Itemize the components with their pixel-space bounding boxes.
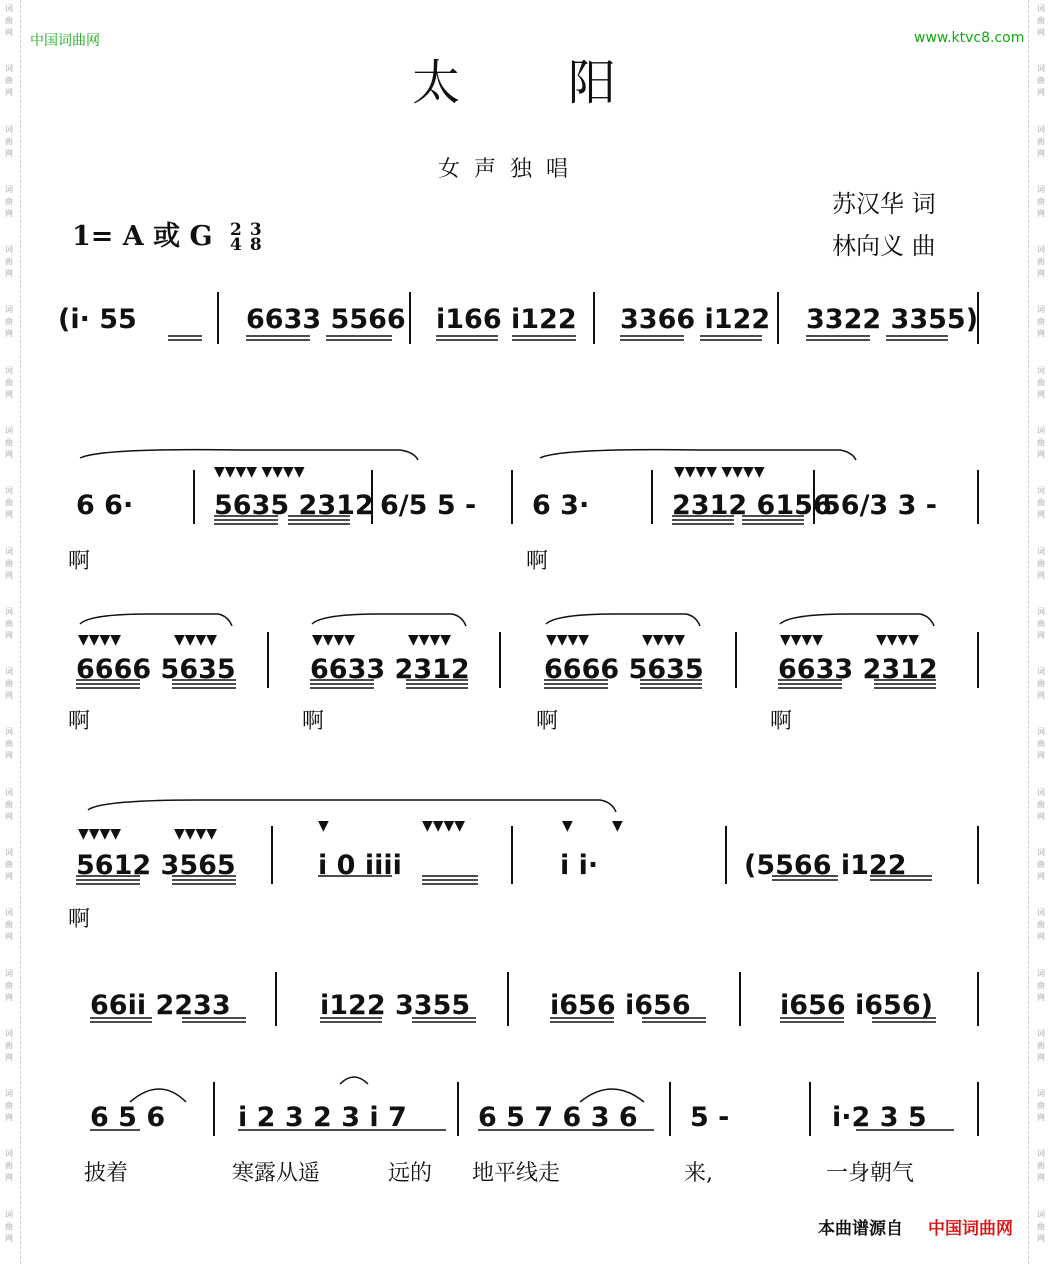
measure-4-3: i i· (560, 850, 599, 881)
watermark-char: 网 (1037, 1113, 1045, 1123)
song-subtitle: 女声独唱 (438, 157, 583, 182)
watermark-char: 网 (1037, 1173, 1045, 1183)
time-signature-3-8 (249, 219, 262, 255)
watermark-char: 网 (1037, 691, 1045, 701)
watermark-char: 网 (1037, 449, 1045, 459)
measure-1-4: 3366 i122 (620, 304, 771, 335)
lyric-3-3: 啊 (536, 709, 559, 734)
watermark-gap (8, 583, 11, 605)
score-line-3 (0, 604, 1050, 740)
lyric-6-5: 来, (684, 1161, 713, 1186)
watermark-char: 曲 (5, 317, 13, 327)
watermark-char: 网 (5, 389, 13, 399)
watermark-char: 网 (1037, 329, 1045, 339)
watermark-char: 网 (5, 148, 13, 158)
watermark-char: 曲 (1037, 679, 1045, 689)
measure-4-1: 5612 3565 (76, 850, 236, 881)
watermark-char: 词 (5, 968, 13, 978)
watermark-char: 曲 (1037, 16, 1045, 25)
svg-text:▼▼▼▼: ▼▼▼▼ (546, 632, 590, 648)
watermark-char: 曲 (5, 76, 13, 86)
lyric-4-1: 啊 (68, 907, 91, 932)
watermark-char: 曲 (1037, 980, 1045, 990)
watermark-char: 词 (1037, 968, 1045, 978)
watermark-char: 曲 (5, 377, 13, 387)
lyric-3-2: 啊 (302, 709, 325, 734)
watermark-gap (8, 100, 11, 122)
watermark-char: 曲 (1037, 859, 1045, 869)
watermark-char: 网 (5, 811, 13, 821)
score-line-5-svg (0, 964, 1050, 1044)
watermark-char: 网 (5, 992, 13, 1002)
watermark-char: 网 (5, 329, 13, 339)
lyric-3-4: 啊 (770, 709, 793, 734)
watermark-char: 曲 (1037, 1161, 1045, 1171)
watermark-char: 曲 (5, 257, 13, 267)
watermark-char: 词 (1037, 425, 1045, 435)
watermark-char: 网 (1037, 510, 1045, 520)
key-signature-text: 1= A 或 G (72, 221, 213, 252)
svg-text:▼▼▼▼ ▼▼▼▼: ▼▼▼▼ ▼▼▼▼ (214, 464, 305, 480)
watermark-char: 网 (1037, 148, 1045, 158)
watermark-char: 词 (1037, 124, 1045, 134)
watermark-char: 网 (1037, 811, 1045, 821)
measure-2-5: 2312 6156 (672, 490, 832, 521)
watermark-char: 网 (5, 1113, 13, 1123)
time-signature-denominator: 4 (230, 234, 242, 255)
watermark-char: 词 (5, 787, 13, 797)
watermark-char: 词 (5, 1209, 13, 1219)
measure-5-3: i656 i656 (550, 990, 691, 1021)
lyric-2-1: 啊 (68, 549, 91, 574)
watermark-char: 网 (5, 630, 13, 640)
watermark-char: 词 (1037, 847, 1045, 857)
watermark-char: 词 (5, 727, 13, 737)
watermark-char: 网 (5, 1052, 13, 1062)
site-name-link[interactable]: 中国词曲网 (30, 33, 100, 49)
source-site-link[interactable]: 中国词曲网 (928, 1219, 1013, 1239)
watermark-gap (1040, 100, 1043, 122)
svg-text:▼▼▼▼: ▼▼▼▼ (408, 632, 452, 648)
measure-5-2: i122 3355 (320, 990, 471, 1021)
watermark-gap (1040, 40, 1043, 62)
measure-2-2: 5635 2312 (214, 490, 374, 521)
score-line-1 (0, 284, 1050, 364)
watermark-char: 网 (1037, 871, 1045, 881)
watermark-char: 词 (1037, 184, 1045, 194)
watermark-char: 曲 (5, 1161, 13, 1171)
watermark-char: 词 (1037, 64, 1045, 74)
watermark-gap (8, 161, 11, 183)
watermark-char: 词 (5, 184, 13, 194)
svg-text:▼: ▼ (318, 818, 329, 834)
watermark-char: 词 (1037, 245, 1045, 255)
measure-5-4: i656 i656) (780, 990, 933, 1021)
svg-text:▼▼▼▼: ▼▼▼▼ (780, 632, 824, 648)
measure-4-2: i 0 iiii (318, 850, 402, 881)
watermark-char: 网 (5, 1173, 13, 1183)
lyric-6-1: 披着 (84, 1161, 129, 1186)
watermark-gap (8, 763, 11, 785)
watermark-char: 网 (5, 871, 13, 881)
watermark-char: 网 (5, 570, 13, 580)
watermark-char: 曲 (1037, 920, 1045, 930)
svg-text:▼▼▼▼ ▼▼▼▼: ▼▼▼▼ ▼▼▼▼ (674, 464, 765, 480)
watermark-char: 曲 (5, 679, 13, 689)
time-signature-numerator: 2 (230, 219, 242, 240)
watermark-gap (8, 402, 11, 424)
watermark-gap (1040, 1246, 1043, 1268)
watermark-char: 网 (5, 1233, 13, 1243)
measure-4-4: (5566 i122 (744, 850, 907, 881)
lyric-2-2: 啊 (526, 549, 549, 574)
watermark-char: 网 (5, 510, 13, 520)
watermark-char: 网 (5, 449, 13, 459)
score-line-4 (0, 792, 1050, 942)
key-signature (72, 214, 262, 253)
watermark-char: 曲 (5, 618, 13, 628)
lyric-6-3: 远的 (388, 1161, 433, 1186)
composer-credit: 林向义 曲 (832, 232, 936, 260)
watermark-gap (8, 221, 11, 243)
measure-3-3: 6666 5635 (544, 654, 704, 685)
watermark-char: 曲 (1037, 799, 1045, 809)
measure-2-3: 6/5 5 - (380, 490, 477, 521)
score-line-6-svg (0, 1070, 1050, 1190)
watermark-char: 网 (1037, 751, 1045, 761)
watermark-char: 曲 (1037, 558, 1045, 568)
lyric-6-2: 寒露从遥 (232, 1161, 321, 1186)
time-signature-denominator: 8 (249, 234, 262, 255)
measure-1-1: (i· 55 (58, 304, 137, 335)
watermark-char: 曲 (1037, 257, 1045, 267)
measure-6-5: i·2 3 5 (832, 1102, 927, 1133)
measure-6-1: 6 5 6 (90, 1102, 166, 1133)
watermark-char: 网 (1037, 208, 1045, 218)
measure-1-5: 3322 3355) (806, 304, 979, 335)
watermark-char: 词 (1037, 486, 1045, 496)
watermark-char: 曲 (1037, 377, 1045, 387)
time-signature-2-4 (230, 219, 242, 255)
watermark-char: 曲 (5, 196, 13, 206)
measure-2-1: 6 6· (76, 490, 134, 521)
watermark-char: 词 (5, 1149, 13, 1159)
watermark-char: 网 (1037, 28, 1045, 37)
watermark-char: 词 (5, 546, 13, 556)
watermark-char: 网 (1037, 570, 1045, 580)
watermark-char: 词 (5, 486, 13, 496)
watermark-char: 曲 (5, 437, 13, 447)
time-signature-numerator: 3 (249, 219, 262, 240)
watermark-char: 网 (5, 751, 13, 761)
measure-6-4: 5 - (690, 1102, 730, 1133)
svg-text:▼▼▼▼: ▼▼▼▼ (78, 826, 122, 842)
watermark-char: 曲 (5, 920, 13, 930)
svg-text:▼▼▼▼: ▼▼▼▼ (78, 632, 122, 648)
watermark-char: 词 (1037, 787, 1045, 797)
watermark-char: 网 (1037, 992, 1045, 1002)
watermark-char: 曲 (1037, 317, 1045, 327)
watermark-char: 曲 (5, 1221, 13, 1231)
watermark-char: 词 (1037, 606, 1045, 616)
watermark-char: 词 (5, 606, 13, 616)
watermark-char: 词 (1037, 1028, 1045, 1038)
watermark-char: 词 (5, 1028, 13, 1038)
measure-3-2: 6633 2312 (310, 654, 470, 685)
watermark-char: 网 (5, 208, 13, 218)
watermark-char: 曲 (5, 859, 13, 869)
watermark-char: 曲 (5, 1101, 13, 1111)
watermark-char: 曲 (1037, 437, 1045, 447)
score-line-5 (0, 964, 1050, 1044)
source-label: 本曲谱源自 (818, 1219, 903, 1239)
lyric-6-6: 一身朝气 (826, 1161, 915, 1186)
watermark-char: 曲 (5, 799, 13, 809)
measure-5-1: 66ii 2233 (90, 990, 231, 1021)
svg-text:▼: ▼ (562, 818, 573, 834)
measure-3-1: 6666 5635 (76, 654, 236, 685)
score-line-1-svg (0, 284, 1050, 364)
watermark-char: 网 (1037, 630, 1045, 640)
watermark-char: 曲 (5, 980, 13, 990)
watermark-char: 词 (5, 908, 13, 918)
watermark-char: 词 (5, 425, 13, 435)
watermark-char: 曲 (1037, 196, 1045, 206)
watermark-char: 曲 (5, 739, 13, 749)
lyricist-credit: 苏汉华 词 (832, 190, 936, 218)
svg-text:▼: ▼ (612, 818, 623, 834)
svg-text:▼▼▼▼: ▼▼▼▼ (422, 818, 466, 834)
score-line-6 (0, 1070, 1050, 1190)
watermark-char: 词 (5, 1089, 13, 1099)
watermark-char: 词 (5, 667, 13, 677)
watermark-char: 词 (5, 4, 13, 13)
time-signature (230, 219, 262, 255)
svg-text:▼▼▼▼: ▼▼▼▼ (642, 632, 686, 648)
watermark-char: 词 (1037, 305, 1045, 315)
watermark-char: 曲 (5, 136, 13, 146)
watermark-char: 网 (5, 269, 13, 279)
lyric-3-1: 啊 (68, 709, 91, 734)
svg-text:▼▼▼▼: ▼▼▼▼ (174, 826, 218, 842)
watermark-gap (8, 40, 11, 62)
watermark-char: 词 (1037, 727, 1045, 737)
measure-1-3: i166 i122 (436, 304, 577, 335)
watermark-char: 曲 (5, 558, 13, 568)
watermark-char: 词 (5, 847, 13, 857)
score-line-4-svg (0, 792, 1050, 942)
watermark-char: 网 (1037, 389, 1045, 399)
watermark-char: 词 (1037, 1209, 1045, 1219)
watermark-char: 曲 (1037, 1221, 1045, 1231)
lyric-6-4: 地平线走 (472, 1161, 561, 1186)
watermark-gap (1040, 763, 1043, 785)
watermark-char: 网 (5, 28, 13, 37)
watermark-char: 词 (1037, 365, 1045, 375)
watermark-char: 网 (1037, 932, 1045, 942)
watermark-gap (1040, 402, 1043, 424)
watermark-char: 词 (1037, 546, 1045, 556)
score-line-3-svg (0, 604, 1050, 740)
watermark-char: 曲 (5, 16, 13, 25)
measure-2-6: 56/3 3 - (822, 490, 938, 521)
song-title: 太阳 (412, 55, 725, 111)
watermark-char: 曲 (5, 498, 13, 508)
score-line-2 (0, 437, 1050, 580)
watermark-char: 网 (1037, 1233, 1045, 1243)
watermark-char: 词 (1037, 4, 1045, 13)
score-line-2-svg (0, 437, 1050, 580)
site-url-link[interactable]: www.ktvc8.com (914, 30, 1025, 46)
measure-6-3: 6 5 7 6 3 6 (478, 1102, 638, 1133)
watermark-char: 曲 (1037, 498, 1045, 508)
watermark-gap (1040, 583, 1043, 605)
watermark-char: 曲 (1037, 76, 1045, 86)
measure-3-4: 6633 2312 (778, 654, 938, 685)
watermark-char: 词 (5, 64, 13, 74)
watermark-char: 曲 (1037, 739, 1045, 749)
watermark-char: 网 (1037, 1052, 1045, 1062)
watermark-char: 网 (5, 88, 13, 98)
svg-text:▼▼▼▼: ▼▼▼▼ (312, 632, 356, 648)
watermark-char: 网 (1037, 269, 1045, 279)
watermark-gap (1040, 221, 1043, 243)
watermark-char: 曲 (1037, 618, 1045, 628)
watermark-char: 词 (1037, 667, 1045, 677)
measure-1-2: 6633 5566 (246, 304, 406, 335)
watermark-char: 词 (5, 245, 13, 255)
watermark-char: 词 (1037, 1149, 1045, 1159)
watermark-char: 词 (5, 365, 13, 375)
watermark-char: 曲 (5, 1040, 13, 1050)
watermark-char: 曲 (1037, 136, 1045, 146)
watermark-char: 词 (1037, 908, 1045, 918)
watermark-char: 词 (5, 124, 13, 134)
watermark-char: 曲 (1037, 1040, 1045, 1050)
watermark-char: 网 (1037, 88, 1045, 98)
measure-6-2: i 2 3 2 3 i 7 (238, 1102, 407, 1133)
measure-2-4: 6 3· (532, 490, 590, 521)
watermark-gap (8, 1246, 11, 1268)
svg-text:▼▼▼▼: ▼▼▼▼ (174, 632, 218, 648)
watermark-char: 网 (5, 691, 13, 701)
watermark-char: 曲 (1037, 1101, 1045, 1111)
watermark-char: 词 (1037, 1089, 1045, 1099)
watermark-gap (1040, 161, 1043, 183)
svg-text:▼▼▼▼: ▼▼▼▼ (876, 632, 920, 648)
watermark-char: 词 (5, 305, 13, 315)
watermark-char: 网 (5, 932, 13, 942)
